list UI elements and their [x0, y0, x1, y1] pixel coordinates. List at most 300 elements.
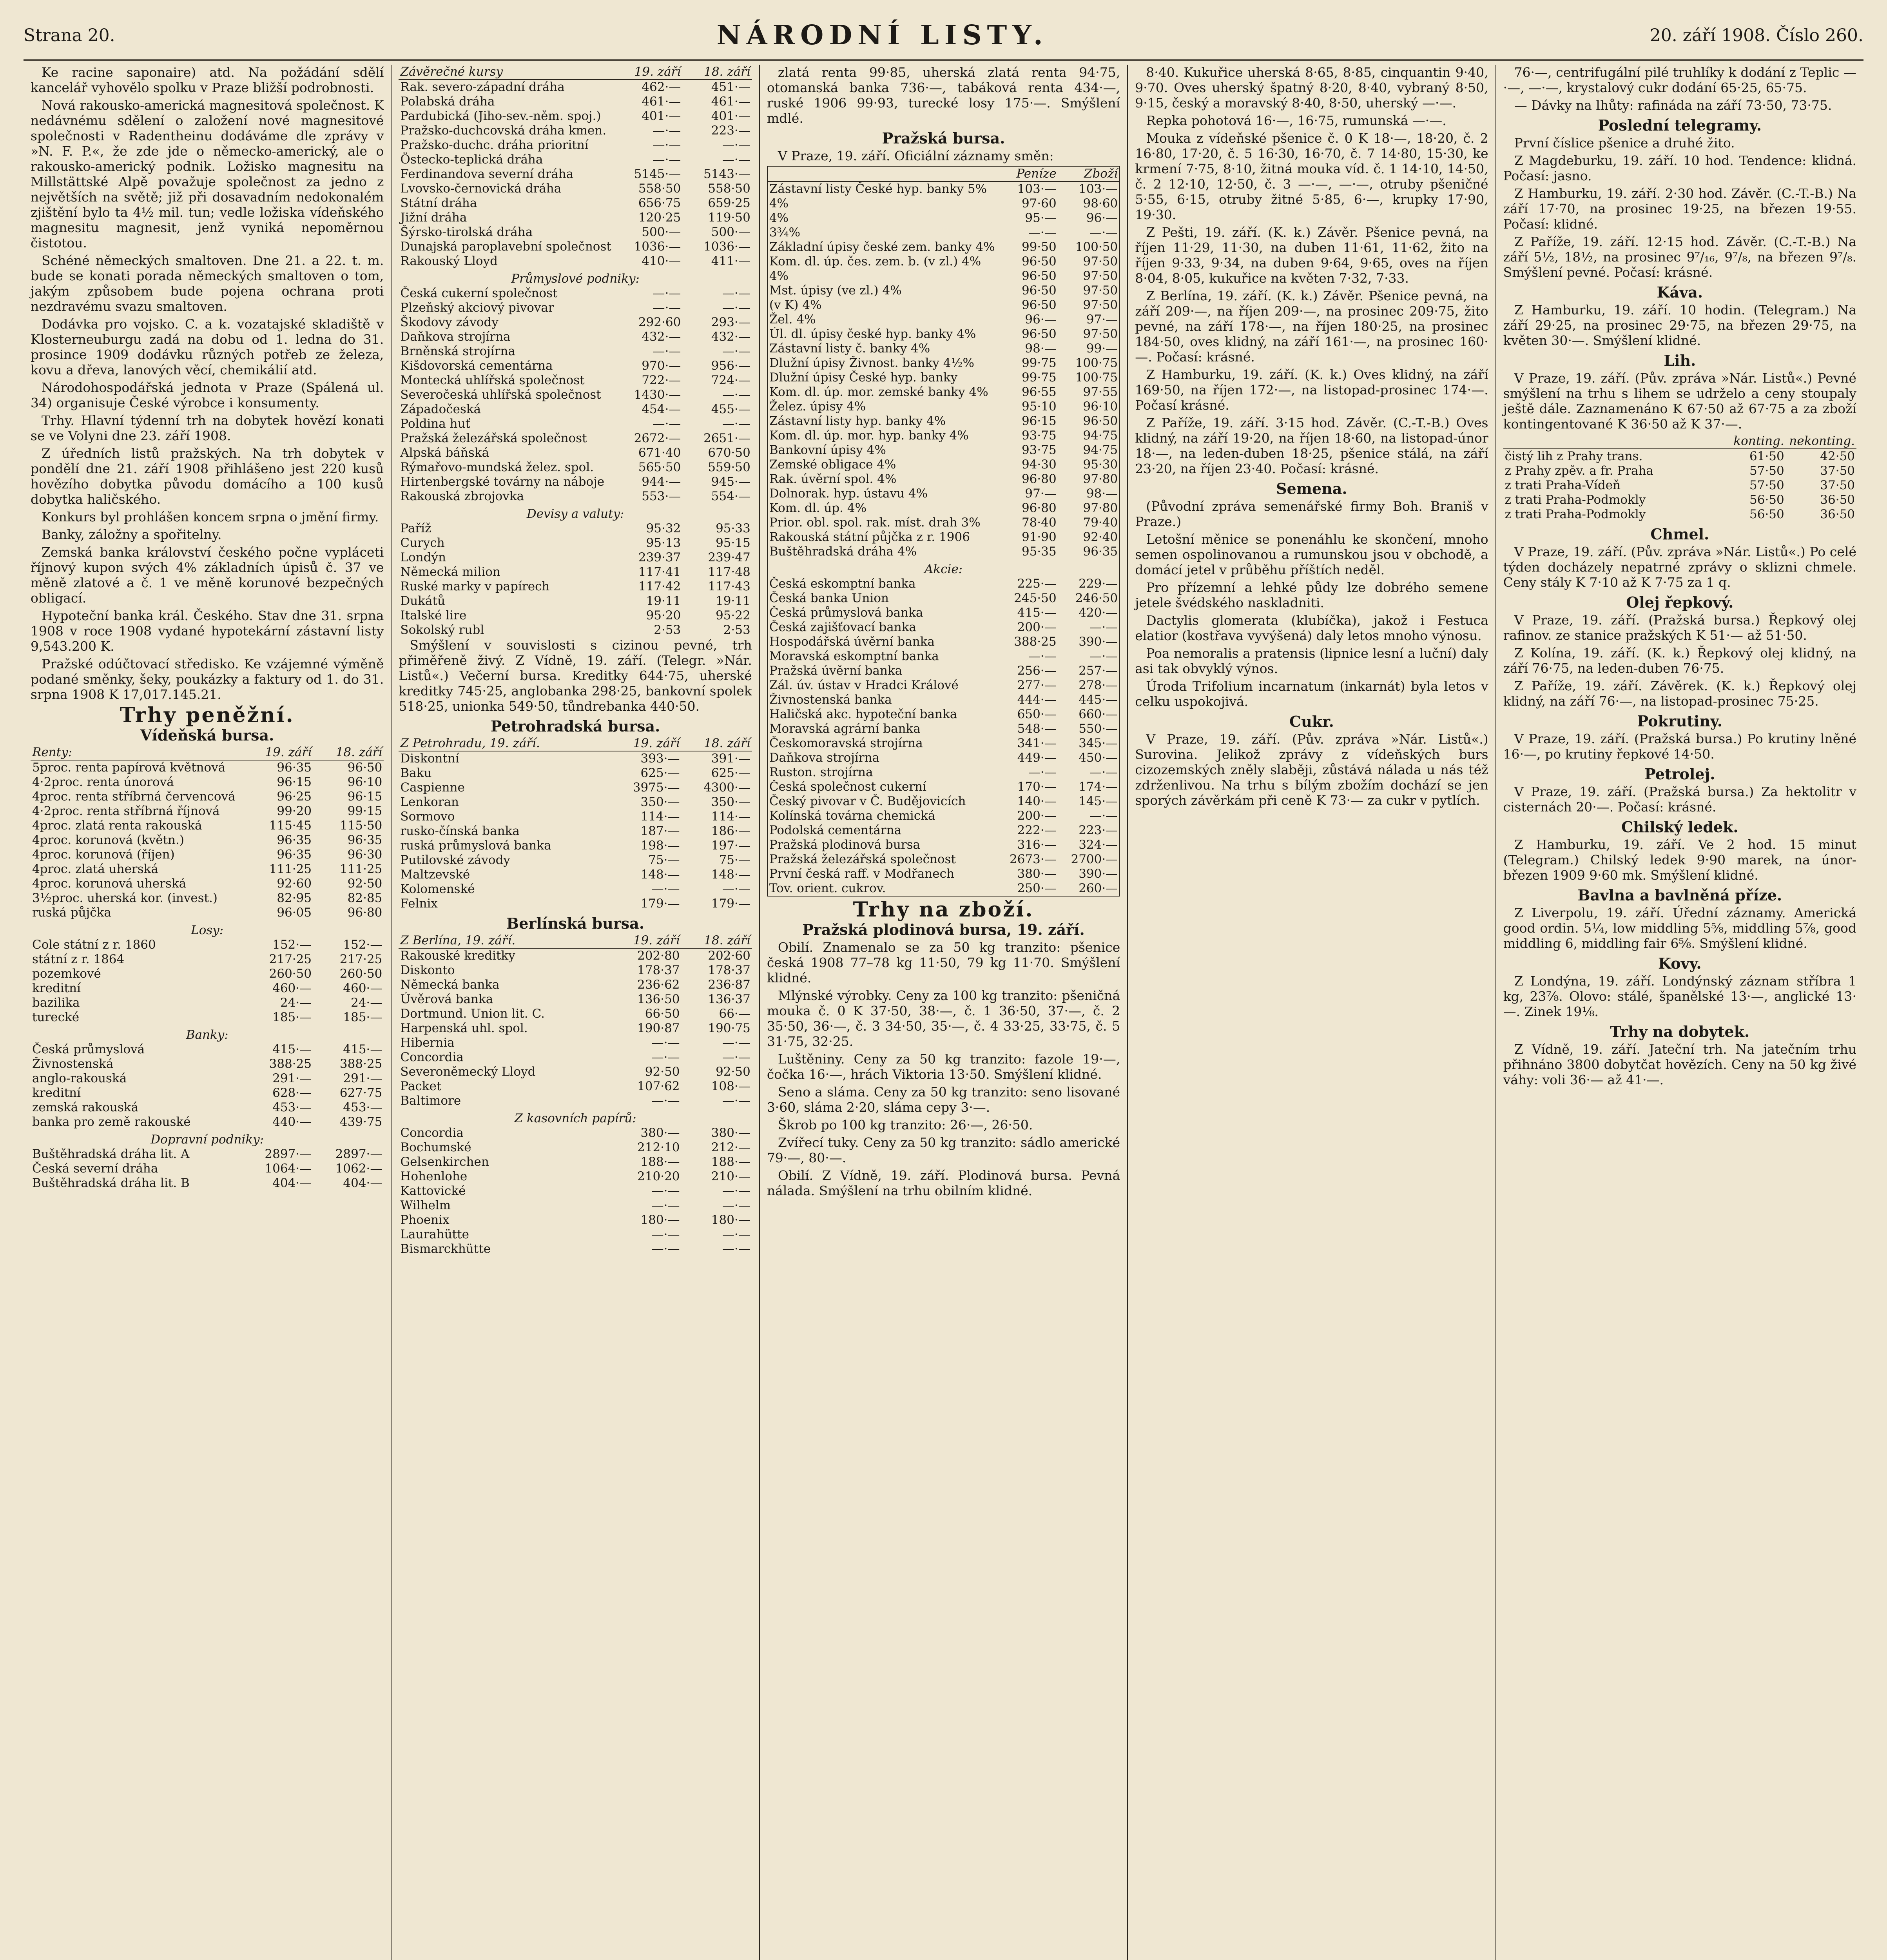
telegram-paragraphs — [1503, 153, 1856, 280]
row-value: 82·95 — [277, 891, 312, 905]
table-row — [399, 536, 752, 550]
table-row — [399, 167, 752, 181]
table-row — [767, 356, 1120, 370]
row-label: Hibernia — [400, 1036, 455, 1050]
row-label: 4·2proc. renta únorová — [32, 775, 174, 789]
row-value: —·— — [1089, 649, 1118, 663]
row-value: 553·— — [642, 489, 681, 503]
row-label: Západočeská — [400, 402, 481, 416]
row-value: 100·50 — [1075, 240, 1118, 254]
row-value: 445·— — [1079, 693, 1118, 707]
row-value: —·— — [722, 882, 750, 896]
row-label: anglo-rakouská — [32, 1071, 127, 1085]
row-value: 78·40 — [1021, 515, 1057, 530]
col5-paragraphs — [1503, 65, 1856, 113]
goods-title: Trhy na zboží. — [853, 898, 1034, 922]
table-row — [767, 515, 1120, 530]
paragraph: Obilí. Znamenalo se za 50 kg tranzito: pšenice česká 1908 77–78 kg 11·50, 79 kg 11·70. Smýšlení klidné. — [767, 940, 1120, 985]
paragraph: Pražské odúčtovací středisko. Ke vzájemné výměně podané směnky, šeky, poukázky a faktury od 1. do 31. srpna 1908 K 17,017.145.21. — [31, 656, 384, 702]
row-label: Rýmařovo-mundská želez. spol. — [400, 460, 594, 474]
row-value: 722·— — [642, 373, 681, 387]
table-row — [399, 550, 752, 565]
table-header: 19. září — [243, 745, 313, 760]
row-label: Poldina huť — [400, 417, 471, 431]
row-label: Bismarckhütte — [400, 1242, 491, 1256]
row-value: 178·37 — [708, 963, 750, 977]
row-value: 432·— — [642, 330, 681, 344]
row-value: 944·— — [642, 475, 681, 489]
row-label: Kom. dl. úp. mor. zemské banky 4% — [769, 385, 988, 399]
table-row — [399, 795, 752, 809]
section-heading: Banky: — [186, 1028, 228, 1042]
row-value: 96·10 — [347, 775, 382, 789]
table-row — [31, 1147, 384, 1161]
row-value: 91·90 — [1021, 530, 1057, 544]
row-value: 291·— — [343, 1071, 382, 1085]
row-label: Německá milion — [400, 565, 500, 579]
table-row — [399, 489, 752, 504]
row-value: 190·75 — [708, 1021, 750, 1035]
row-value: 4300·— — [703, 780, 750, 795]
row-label: Curych — [400, 536, 445, 550]
row-label: 4proc. zlatá renta rakouská — [32, 818, 202, 833]
row-value: 200·— — [1017, 620, 1057, 634]
row-value: 277·— — [1017, 678, 1057, 692]
row-value: 391·— — [711, 751, 750, 766]
row-value: 380·— — [640, 1126, 680, 1140]
row-value: 451·— — [711, 80, 750, 94]
table-row — [767, 736, 1120, 751]
row-value: 94·30 — [1021, 457, 1057, 472]
row-value: 96·50 — [1021, 254, 1057, 269]
table-row — [399, 867, 752, 882]
row-value: 5145·— — [634, 167, 681, 181]
row-value: 96·35 — [347, 833, 382, 847]
section-heading: Z kasovních papírů: — [514, 1111, 636, 1125]
paragraph: Z Berlína, 19. září. (K. k.) Závěr. Pšenice pevná, na září 209·—, na říjen 209·—, na prosinec 209·75, žito pevné, na září 178·—, na říjen 180·25, na prosinec 184·50, oves klidný, na září 161·—, na prosinec 160·—. Počasí: krásné. — [1135, 288, 1488, 365]
row-label: Sormovo — [400, 809, 455, 824]
row-label: 4·2proc. renta stříbrná říjnová — [32, 804, 220, 818]
row-value: 390·— — [1079, 635, 1118, 649]
oil-paragraphs — [1503, 612, 1856, 709]
row-label: ruská půjčka — [32, 906, 111, 920]
row-value: 174·— — [1079, 780, 1118, 794]
row-value: 554·— — [711, 489, 750, 503]
row-value: —·— — [722, 138, 750, 152]
table-row — [399, 286, 752, 301]
row-value: 136·37 — [708, 992, 750, 1006]
table-row — [399, 1213, 752, 1227]
row-label: Buštěhradská dráha 4% — [769, 544, 917, 559]
row-value: 187·— — [640, 824, 680, 838]
section-heading: Devisy a valuty: — [526, 507, 624, 521]
paragraph: Repka pohotová 16·—, 16·75, rumunská —·—. — [1146, 113, 1447, 128]
row-label: Severočeská uhlířská společnost — [400, 388, 601, 402]
row-value: —·— — [651, 1036, 680, 1050]
row-value: 415·— — [272, 1042, 312, 1056]
table-row — [767, 486, 1120, 501]
row-value: 550·— — [1079, 722, 1118, 736]
table-header: 18. září — [682, 65, 752, 80]
row-value: —·— — [653, 123, 681, 138]
row-label: 3½proc. uherská kor. (invest.) — [32, 891, 218, 905]
table-row — [399, 315, 752, 330]
paragraph: V Praze, 19. září. (Pražská bursa.) Řepkový olej rafinov. ze stanice pražských K 51·— až 51·50. — [1503, 612, 1857, 643]
row-value: 945·— — [711, 475, 750, 489]
vienna-evening-text: Smýšlení v souvislosti s cizinou pevné, trh přiměřeně živý. Z Vídně, 19. září. (Telegr. »Nár. Listů«.) Večerní bursa. Kreditky 644·75, uherské kreditky 745·25, anglobanka 298·25, bankovní spolek 518·25, unionka 549·50, tůndrebanka 440·50. — [399, 637, 752, 714]
row-label: 4proc. korunová (květn.) — [32, 833, 184, 847]
table-row — [399, 94, 752, 109]
row-label: kreditní — [32, 981, 81, 995]
row-value: 380·— — [1017, 867, 1057, 881]
table-row — [399, 780, 752, 795]
row-label: Pardubická (Jiho-sev.-něm. spoj.) — [400, 109, 601, 123]
row-value: 97·50 — [1083, 283, 1118, 298]
row-value: 460·— — [343, 981, 382, 995]
oil-title: Olej řepkový. — [1626, 593, 1734, 611]
table-header: Zboží — [1058, 166, 1120, 181]
row-value: 97·80 — [1083, 472, 1118, 486]
row-value: 650·— — [1017, 707, 1057, 721]
row-value: 75·— — [648, 853, 680, 867]
table-row — [767, 181, 1120, 196]
row-value: 970·— — [642, 359, 681, 373]
row-label: Základní úpisy české zem. banky 4% — [769, 240, 995, 254]
row-label: čistý lih z Prahy trans. — [1505, 449, 1643, 463]
row-label: Rak. severo-západní dráha — [400, 80, 565, 94]
row-value: 111·25 — [269, 862, 312, 876]
row-label: Česká průmyslová — [32, 1042, 145, 1056]
row-value: 96·80 — [1021, 501, 1057, 515]
row-label: Úvěrová banka — [400, 992, 493, 1006]
column-3 — [760, 65, 1128, 1960]
paragraph: Zemská banka království českého počne vypláceti říjnový kupon svých 4% základních úpisů č. 37 ve měně zlatové a č. 1 ve měně korunové bezpečných obligací. — [31, 544, 384, 606]
table-row — [399, 853, 752, 867]
row-value: 257·— — [1079, 664, 1118, 678]
table-row — [1503, 493, 1856, 507]
row-value: 97·— — [1086, 312, 1118, 327]
row-value: 148·— — [711, 867, 750, 882]
masthead — [24, 12, 1863, 61]
table-row — [399, 225, 752, 240]
row-label: Česká severní dráha — [32, 1161, 158, 1176]
table-header: 19. září — [613, 65, 682, 80]
row-value: 97·60 — [1021, 196, 1057, 211]
table-row — [399, 80, 752, 94]
row-value: 97·50 — [1083, 269, 1118, 283]
row-value: 5143·— — [703, 167, 750, 181]
row-value: 236·87 — [708, 978, 750, 992]
paragraph: Mouka z vídeňské pšenice č. 0 K 18·—, 18·20, č. 2 16·80, 17·20, č. 5 16·30, 16·70, č. 7 14·80, 15·30, ke krmení 7·75, 8·10, žitná mouka víd. č. 1 14·10, 14·50, č. 2 12·10, 12·50, č. 3 —·—, —·—, otruby pšeničné 5·55, 6·15, otruby žitné 5·85, 6·—, krupky 17·90, 19·30. — [1135, 131, 1488, 222]
row-value: 95·13 — [646, 536, 681, 550]
table-row — [31, 1115, 384, 1129]
section-heading: Průmyslové podniky: — [511, 272, 640, 286]
row-label: 4proc. korunová uherská — [32, 877, 187, 891]
row-value: 96·15 — [1021, 414, 1057, 428]
rents-table — [31, 745, 384, 1191]
row-value: 117·41 — [638, 565, 681, 579]
table-row — [399, 1198, 752, 1213]
table-row — [399, 240, 752, 254]
row-value: 99·50 — [1021, 240, 1057, 254]
table-row — [31, 1086, 384, 1100]
paragraph: Obilí. Z Vídně, 19. září. Plodinová bursa. Pevná nálada. Smýšlení na trhu obilním klidné. — [767, 1168, 1120, 1198]
table-row — [767, 544, 1120, 559]
row-label: Pražská železářská společnost — [400, 431, 587, 445]
row-label: 4% — [769, 269, 789, 283]
row-label: Českomoravská strojírna — [769, 736, 923, 750]
row-label: Zástavní listy hyp. banky 4% — [769, 414, 946, 428]
row-value: 96·35 — [277, 833, 312, 847]
row-value: 2700·— — [1071, 852, 1118, 866]
row-label: Dlužní úpisy České hyp. banky — [769, 370, 958, 385]
row-label: Kom. dl. úp. čes. zem. b. (v zl.) 4% — [769, 254, 981, 269]
table-row — [399, 594, 752, 608]
table-header: 19. září — [611, 736, 681, 751]
paragraph: Z Paříže, 19. září. Závěrek. (K. k.) Řepkový olej klidný, na září 76·—, na listopad-prosinec 75·25. — [1503, 678, 1857, 709]
columns — [24, 65, 1863, 1960]
table-row — [399, 417, 752, 431]
paragraph: Z úředních listů pražských. Na trh dobytek v pondělí dne 21. září 1908 přihlášeno jest 220 kusů hovězího dobytka původu domácího a 100 kusů dobytka haličského. — [31, 446, 384, 507]
table-row — [767, 312, 1120, 327]
row-label: (v K) 4% — [769, 298, 822, 312]
paragraph: Úroda Trifolium incarnatum (inkarnát) byla letos v celku uspokojivá. — [1135, 679, 1488, 709]
row-value: —·— — [653, 138, 681, 152]
row-value: 95·33 — [716, 521, 750, 535]
row-value: 24·— — [351, 996, 382, 1010]
table-row — [399, 475, 752, 489]
table-row — [767, 211, 1120, 225]
table-row — [399, 123, 752, 138]
row-value: 440·— — [272, 1115, 312, 1129]
paragraph: Nová rakousko-americká magnesitová společnost. K nedávnému sdělení o založení nové magnesitové společnosti v Radentheinu dodáváme dle zprávy v »N. F. P.«, že zde jde o německo-americký, ale o rakousko-americký podnik. Ložisko magnesitu na Millstättské Alpě považuje společnost za jedno z největších na světě; již při dosavadním nedokonalém zjištění bylo ta 4½ mil. tun; vedle ložiska vídeňského magnesitu magnesit, jenž vyniká nepoměrnou čistotou. — [31, 98, 384, 250]
row-value: 558·50 — [708, 181, 750, 196]
vienna-close-table — [399, 65, 752, 637]
row-value: 180·— — [640, 1213, 680, 1227]
row-label: Baku — [400, 766, 432, 780]
row-value: 96·50 — [1083, 414, 1118, 428]
row-label: Tov. orient. cukrov. — [769, 881, 886, 895]
hops-title: Chmel. — [1650, 525, 1709, 543]
row-value: 82·85 — [347, 891, 382, 905]
row-value: 278·— — [1079, 678, 1118, 692]
row-value: 625·— — [711, 766, 750, 780]
table-row — [399, 948, 752, 963]
row-label: Gelsenkirchen — [400, 1155, 489, 1169]
row-value: 96·80 — [1021, 472, 1057, 486]
row-value: 120·25 — [638, 211, 681, 225]
row-label: Rakouská zbrojovka — [400, 489, 524, 503]
row-label: Dolnorak. hyp. ústavu 4% — [769, 486, 928, 501]
row-label: Jižní dráha — [400, 211, 467, 225]
row-value: 95·10 — [1021, 399, 1057, 414]
table-row — [767, 254, 1120, 269]
row-label: Živnostenská — [32, 1057, 114, 1071]
row-label: rusko-čínská banka — [400, 824, 520, 838]
row-label: Zemské obligace 4% — [769, 457, 896, 472]
table-header: Z Petrohradu, 19. září. — [399, 736, 611, 751]
row-value: 393·— — [640, 751, 680, 766]
table-row — [399, 565, 752, 579]
row-label: bazilika — [32, 996, 80, 1010]
row-value: 316·— — [1017, 838, 1057, 852]
row-value: 61·50 — [1749, 449, 1784, 463]
table-row — [31, 760, 384, 775]
row-value: 179·— — [640, 897, 680, 911]
row-value: 96·35 — [1083, 544, 1118, 559]
row-label: Moravská agrární banka — [769, 722, 921, 736]
row-value: 36·50 — [1820, 493, 1855, 507]
row-value: 350·— — [640, 795, 680, 809]
spirit-title: Lih. — [1664, 352, 1696, 369]
row-value: 1430·— — [634, 388, 681, 402]
section-heading: Dopravní podniky: — [150, 1132, 264, 1147]
table-header: Peníze — [997, 166, 1058, 181]
row-value: 670·50 — [708, 446, 750, 460]
row-value: 95·15 — [716, 536, 750, 550]
row-value: 79·40 — [1083, 515, 1118, 530]
row-label: 3¾% — [769, 225, 801, 240]
table-row — [767, 620, 1120, 635]
row-value: 444·— — [1017, 693, 1057, 707]
row-label: Haličská akc. hypoteční banka — [769, 707, 957, 721]
table-row — [399, 809, 752, 824]
row-label: 4% — [769, 211, 789, 225]
row-label: Kom. dl. úp. 4% — [769, 501, 867, 515]
petroleum-title: Petrolej. — [1644, 765, 1715, 783]
table-row — [31, 877, 384, 891]
row-value: 210·— — [711, 1169, 750, 1183]
table-row — [399, 1140, 752, 1155]
row-value: 103·— — [1079, 182, 1118, 196]
paragraph: Schéné německých smaltoven. Dne 21. a 22. t. m. bude se konati porada německých smaltoven o tom, jakým způsobem bude pojena ochrana proti nezdravému svazu smaltoven. — [31, 253, 384, 314]
table-row — [767, 341, 1120, 356]
row-value: 97·80 — [1083, 501, 1118, 515]
row-label: Lvovsko-černovická dráha — [400, 181, 562, 196]
row-label: Concordia — [400, 1050, 464, 1064]
row-value: —·— — [653, 286, 681, 300]
row-label: Škodovy závody — [400, 315, 498, 329]
row-value: 180·— — [711, 1213, 750, 1227]
paragraph: Z Magdeburku, 19. září. 10 hod. Tendence: klidná. Počasí: jasno. — [1503, 153, 1857, 183]
hops-text: V Praze, 19. září. (Pův. zpráva »Nár. Listů«.) Po celé týden docházely nepatrné zprávy o sklizni chmele. Ceny stály K 7·10 až K 7·75 za 1 q. — [1503, 544, 1857, 590]
row-label: Česká společnost cukerní — [769, 780, 926, 794]
row-label: Německá banka — [400, 978, 500, 992]
row-value: 229·— — [1079, 577, 1118, 591]
row-label: Dunajská paroplavební společnost — [400, 240, 611, 254]
row-value: 96·30 — [347, 848, 382, 862]
table-row — [767, 606, 1120, 620]
table-row — [767, 649, 1120, 664]
section-heading: Losy: — [191, 923, 224, 937]
row-value: 450·— — [1079, 751, 1118, 765]
row-label: Česká cukerní společnost — [400, 286, 558, 300]
paragraph: Mlýnské výrobky. Ceny za 100 kg tranzito: pšeničná mouka č. 0 K 37·50, 38·—, č. 1 36·50, 37·—, č. 2 35·50, 36·—, č. 3 34·50, 35·—, č. 4 33·25, 33·75, č. 5 31·75, 32·25. — [767, 988, 1120, 1049]
row-value: —·— — [1089, 620, 1118, 634]
row-value: 92·40 — [1083, 530, 1118, 544]
row-value: 117·43 — [708, 579, 750, 593]
table-row — [31, 938, 384, 952]
row-value: 401·— — [642, 109, 681, 123]
column-2 — [392, 65, 760, 1960]
oilcake-text: V Praze, 19. září. (Pražská bursa.) Po krutiny lněné 16·—, po krutiny řepkové 14·50. — [1503, 731, 1857, 762]
row-value: 293·— — [711, 315, 750, 329]
row-label: Felnix — [400, 897, 438, 911]
row-value: —·— — [722, 417, 750, 431]
row-value: 99·— — [1086, 341, 1118, 356]
row-value: 136·50 — [637, 992, 680, 1006]
row-label: Plzeňský akciový pivovar — [400, 301, 554, 315]
row-value: —·— — [1028, 649, 1057, 663]
table-header: 19. září — [611, 933, 681, 948]
row-value: —·— — [722, 1242, 750, 1256]
row-value: 115·45 — [269, 818, 312, 833]
row-label: Želez. úpisy 4% — [769, 399, 866, 414]
row-value: 96·50 — [347, 760, 382, 775]
table-header: 18. září — [313, 745, 384, 760]
row-value: 185·— — [343, 1010, 382, 1024]
table-row — [31, 996, 384, 1010]
row-label: Bochumské — [400, 1140, 471, 1154]
row-value: 341·— — [1017, 736, 1057, 750]
table-row — [399, 992, 752, 1007]
row-label: z Prahy zpěv. a fr. Praha — [1505, 464, 1653, 478]
row-label: Kolínská továrna chemická — [769, 809, 935, 823]
row-value: 56·50 — [1749, 493, 1784, 507]
table-row — [767, 370, 1120, 385]
table-row — [31, 1176, 384, 1191]
table-row — [767, 283, 1120, 298]
table-row — [31, 891, 384, 906]
table-row — [399, 1065, 752, 1079]
row-value: 178·37 — [637, 963, 680, 977]
row-label: Östecko-teplická dráha — [400, 152, 543, 167]
row-value: 628·— — [272, 1086, 312, 1100]
row-value: 415·— — [343, 1042, 382, 1056]
row-value: 108·— — [711, 1079, 750, 1093]
row-label: Pražsko-duchcovská dráha kmen. — [400, 123, 607, 138]
table-header: Závěrečné kursy — [399, 65, 613, 80]
table-row — [399, 446, 752, 460]
table-header: Renty: — [31, 745, 243, 760]
row-value: 724·— — [711, 373, 750, 387]
row-label: Maltzevské — [400, 867, 470, 882]
row-value: 246·50 — [1075, 591, 1118, 605]
row-value: 245·50 — [1014, 591, 1057, 605]
table-row — [399, 897, 752, 911]
table-row — [399, 623, 752, 637]
table-row — [767, 794, 1120, 809]
row-value: 99·15 — [347, 804, 382, 818]
row-value: 96·— — [1025, 312, 1057, 327]
paragraph: Škrob po 100 kg tranzito: 26·—, 26·50. — [778, 1117, 1033, 1132]
row-value: 96·15 — [347, 789, 382, 804]
table-row — [1503, 507, 1856, 522]
cattle-text: Z Vídně, 19. září. Jateční trh. Na jatečním trhu přihnáno 3800 dobytčat hovězích. Ceny na 50 kg živé váhy: voli 36·— až 41·—. — [1503, 1042, 1857, 1087]
table-row — [399, 211, 752, 225]
col3-intro: zlatá renta 99·85, uherská zlatá renta 94·75, otomanská banka 736·—, tabáková renta 434·—, ruské 1906 99·93, turecké losy 175·—. Smýšlení mdlé. — [767, 65, 1120, 126]
row-value: 95·35 — [1021, 544, 1057, 559]
row-value: 956·— — [711, 359, 750, 373]
paragraph: Letošní měnice se ponenáhlu ke skončení, mnoho semen ospolinovanou a rumunskou jsou v obchodě, a domácí jetel v průběhu příštích neděl. — [1135, 532, 1488, 577]
row-label: Packet — [400, 1079, 442, 1093]
table-row — [31, 1010, 384, 1025]
row-value: 460·— — [272, 981, 312, 995]
metals-text: Z Londýna, 19. září. Londýnský záznam stříbra 1 kg, 23⅞. Olovo: stálé, španělské 13·—, anglické 13·—. Zinek 19⅛. — [1503, 973, 1857, 1019]
paragraph: Z Paříže, 19. září. 3·15 hod. Závěr. (C.-T.-B.) Oves klidný, na září 19·20, na říjen 18·60, na listopad-únor 18·—, na leden-duben 18·25, pšenice stálá, na září 23·20, na říjen 23·40. Počasí: krásné. — [1135, 415, 1488, 476]
row-value: 119·50 — [708, 211, 750, 225]
table-row — [399, 978, 752, 992]
